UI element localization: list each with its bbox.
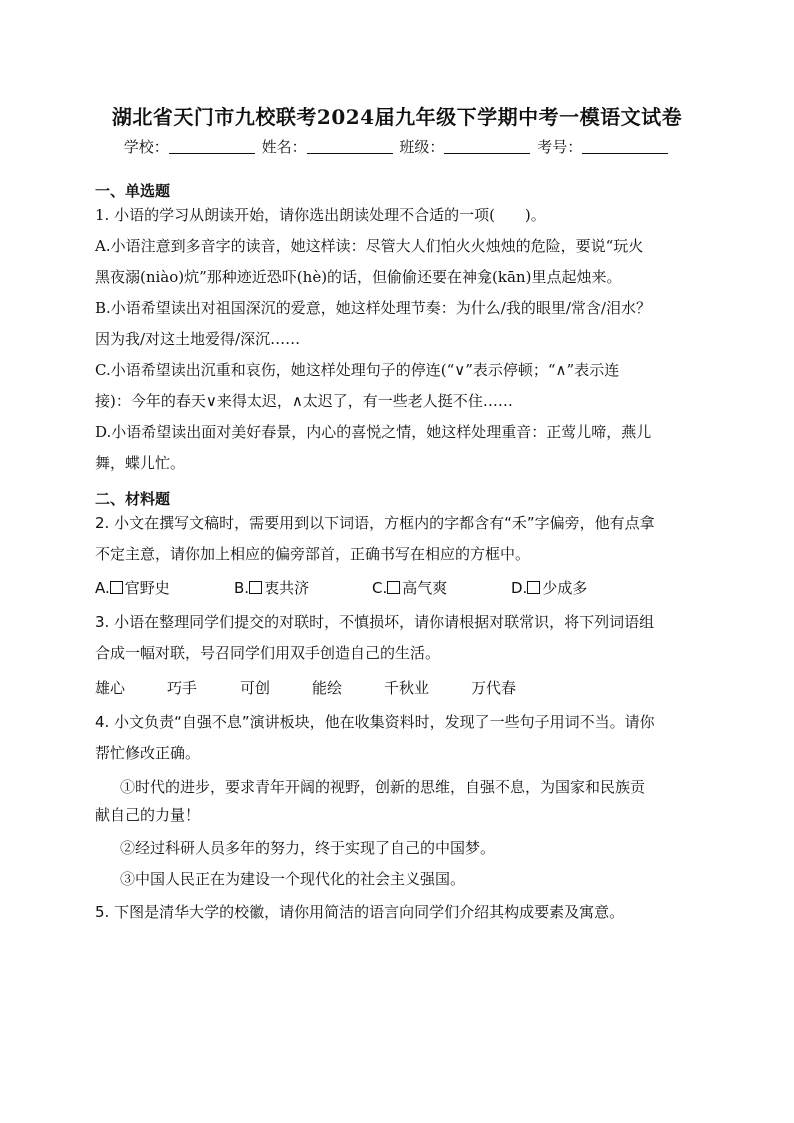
q1-option-d-line1: D.小语希望读出面对美好春景，内心的喜悦之情，她这样处理重音：正莺儿啼，燕儿	[95, 423, 652, 441]
q4-line2: 帮忙修改正确。	[95, 744, 201, 762]
q4-sentence-3: ③中国人民正在为建设一个现代化的社会主义强国。	[120, 870, 466, 888]
q3-line1: 3. 小语在整理同学们提交的对联时，不慎损坏，请你请根据对联常识，将下列词语组	[95, 613, 655, 631]
q3-word: 雄心	[95, 679, 126, 697]
q4-sentence-1-line1: ①时代的进步，要求青年开阔的视野，创新的思维，自强不息，为国家和民族贡	[120, 778, 646, 796]
q3-line2: 合成一幅对联，号召同学们用双手创造自己的生活。	[95, 644, 441, 662]
section-heading-single-choice: 一、单选题	[95, 182, 171, 200]
blank-box-icon[interactable]	[527, 581, 540, 594]
q3-word: 巧手	[167, 679, 198, 697]
q1-option-a-line2: 黑夜溺(niào)炕”那种迹近恐吓(hè)的话，但偷偷还要在神龛(kān)里点起烛来。	[95, 268, 622, 286]
student-info-line	[0, 136, 794, 157]
q1-option-b-line1: B.小语希望读出对祖国深沉的爱意，她这样处理节奏：为什么/我的眼里/常含/泪水？	[95, 299, 651, 317]
q1-option-a-line1: A.小语注意到多音字的读音，她这样读：尽管大人们怕火火烛烛的危险，要说“玩火	[95, 237, 644, 255]
q2-line2: 不定主意，请你加上相应的偏旁部首，正确书写在相应的方框中。	[95, 545, 531, 563]
q2-option-d: D. 少成多	[511, 579, 588, 597]
q1-stem: 1. 小语的学习从朗读开始，请你选出朗读处理不合适的一项( )。	[95, 206, 546, 224]
school-label: 学校：	[123, 138, 169, 156]
q4-line1: 4. 小文负责“自强不息”演讲板块，他在收集资料时，发现了一些句子用词不当。请你	[95, 713, 655, 731]
q3-word: 万代春	[471, 679, 517, 697]
q2-options	[95, 578, 705, 598]
name-label: 姓名：	[261, 138, 307, 156]
q3-word: 千秋业	[384, 679, 430, 697]
class-label: 班级：	[399, 138, 445, 156]
exam-no-blank[interactable]	[582, 139, 668, 154]
q3-word: 可创	[240, 679, 271, 697]
q1-option-c-line1: C.小语希望读出沉重和哀伤，她这样处理句子的停连(“∨”表示停顿；“∧”表示连	[95, 361, 620, 379]
q1-option-c-line2: 接)：今年的春天∨来得太迟，∧太迟了，有一些老人挺不住……	[95, 392, 513, 410]
q3-word: 能绘	[312, 679, 343, 697]
q1-option-b-line2: 因为我/对这土地爱得/深沉……	[95, 330, 301, 348]
name-blank[interactable]	[307, 139, 393, 154]
blank-box-icon[interactable]	[249, 581, 262, 594]
school-blank[interactable]	[169, 139, 255, 154]
section-heading-material: 二、材料题	[95, 490, 171, 508]
q2-line1: 2. 小文在撰写文稿时，需要用到以下词语，方框内的字都含有“禾”字偏旁，他有点拿	[95, 514, 655, 532]
q2-option-a: A. 官野史	[95, 579, 170, 597]
q2-option-c: C. 高气爽	[372, 579, 448, 597]
q2-option-b: B. 衷共济	[234, 579, 310, 597]
exam-title: 湖北省天门市九校联考2024届九年级下学期中考一模语文试卷	[111, 105, 683, 129]
blank-box-icon[interactable]	[110, 581, 123, 594]
class-blank[interactable]	[444, 139, 530, 154]
blank-box-icon[interactable]	[387, 581, 400, 594]
q1-option-d-line2: 舞，蝶儿忙。	[95, 454, 186, 472]
q4-sentence-2: ②经过科研人员多年的努力，终于实现了自己的中国梦。	[120, 839, 496, 857]
exam-no-label: 考号：	[537, 138, 583, 156]
q5-line1: 5. 下图是清华大学的校徽，请你用简洁的语言向同学们介绍其构成要素及寓意。	[95, 903, 625, 921]
q3-word-list	[95, 678, 705, 698]
q4-sentence-1-line2: 献自己的力量！	[95, 806, 201, 824]
